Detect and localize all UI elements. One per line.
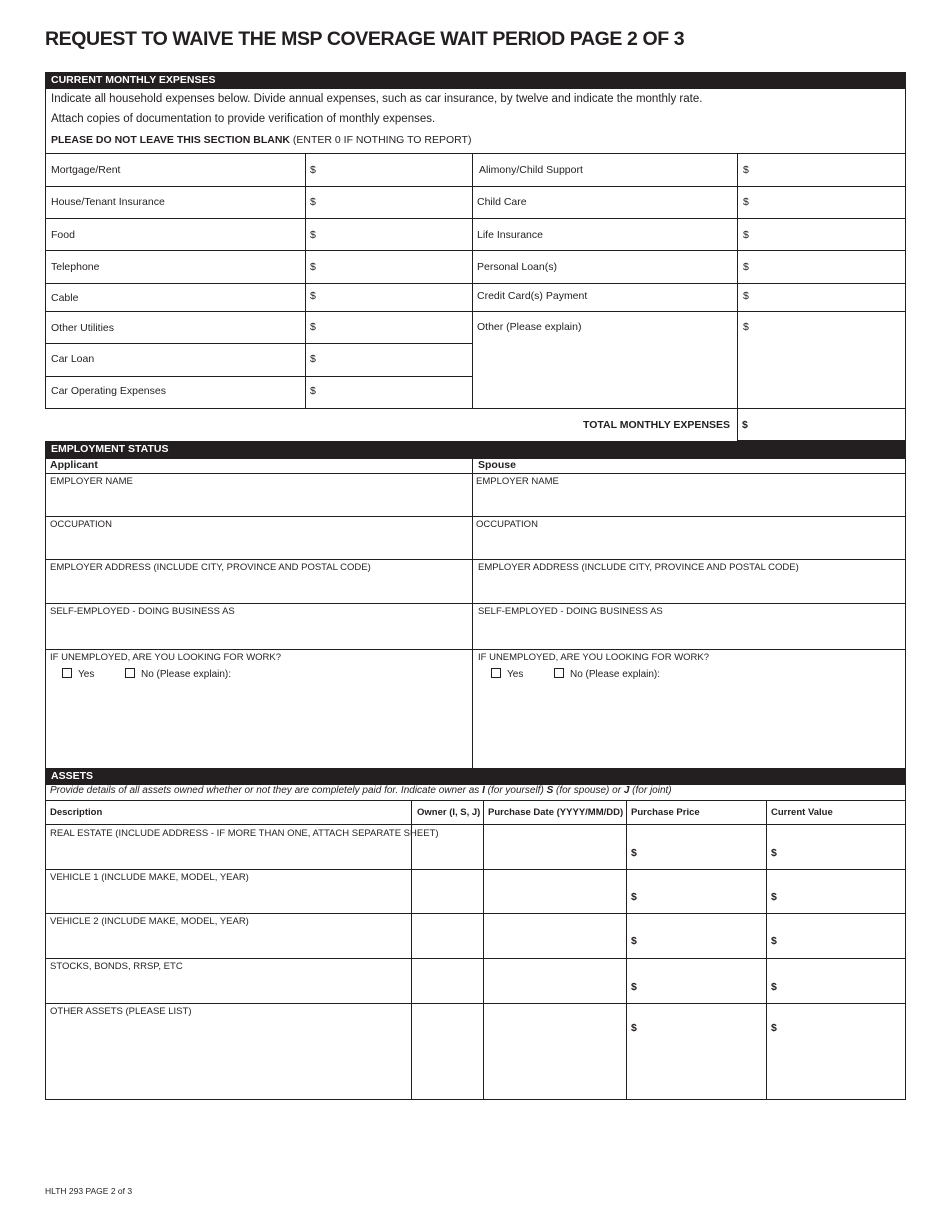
- employment-section-header: EMPLOYMENT STATUS: [45, 441, 906, 458]
- amount-field-car-loan[interactable]: $: [310, 353, 316, 365]
- expense-label-telephone: Telephone: [51, 261, 100, 273]
- amount-field-life-insurance[interactable]: $: [743, 229, 749, 241]
- expense-label-other-explain: Other (Please explain): [477, 321, 582, 333]
- expense-label-car-loan: Car Loan: [51, 353, 95, 365]
- spouse-unemployed-question: IF UNEMPLOYED, ARE YOU LOOKING FOR WORK?: [478, 652, 710, 663]
- current-value-field-other[interactable]: $: [771, 1022, 777, 1034]
- expense-label-life-insurance: Life Insurance: [477, 229, 543, 241]
- spouse-self-employed-field[interactable]: SELF-EMPLOYED - DOING BUSINESS AS: [478, 606, 663, 617]
- owner-code-i-text: (for yourself): [487, 785, 544, 796]
- owner-code-i: I: [482, 785, 485, 796]
- amount-field-personal-loans[interactable]: $: [743, 261, 749, 273]
- expense-label-personal-loans: Personal Loan(s): [477, 261, 557, 273]
- applicant-self-employed-field[interactable]: SELF-EMPLOYED - DOING BUSINESS AS: [50, 606, 235, 617]
- expense-label-food: Food: [51, 229, 75, 241]
- expenses-intro-line1: Indicate all household expenses below. Divide annual expenses, such as car insurance, by twelve and indicate the monthly rate.: [51, 93, 703, 105]
- purchase-price-field-stocks[interactable]: $: [631, 981, 637, 993]
- page-title: REQUEST TO WAIVE THE MSP COVERAGE WAIT PERIOD PAGE 2 OF 3: [45, 28, 685, 50]
- amount-field-house-insurance[interactable]: $: [310, 196, 316, 208]
- expenses-intro-instruction: [51, 134, 471, 146]
- asset-row-stocks[interactable]: STOCKS, BONDS, RRSP, ETC: [50, 961, 183, 972]
- spouse-no-checkbox[interactable]: [554, 668, 660, 680]
- amount-field-other-explain[interactable]: $: [743, 321, 749, 333]
- expense-label-mortgage-rent: Mortgage/Rent: [51, 164, 121, 176]
- total-monthly-expenses-field[interactable]: [737, 408, 906, 441]
- applicant-no-label: No (Please explain):: [141, 669, 232, 680]
- assets-col-current-value: Current Value: [771, 807, 833, 818]
- enter-zero-note: (ENTER 0 IF NOTHING TO REPORT): [292, 134, 472, 146]
- checkbox-icon: [62, 668, 72, 678]
- asset-row-vehicle-1[interactable]: VEHICLE 1 (INCLUDE MAKE, MODEL, YEAR): [50, 872, 249, 883]
- expense-label-credit-cards: Credit Card(s) Payment: [477, 290, 588, 302]
- applicant-yes-checkbox[interactable]: [62, 668, 94, 680]
- applicant-unemployed-question: IF UNEMPLOYED, ARE YOU LOOKING FOR WORK?: [50, 652, 282, 663]
- current-value-field-vehicle-1[interactable]: $: [771, 891, 777, 903]
- applicant-employer-name-field[interactable]: EMPLOYER NAME: [50, 476, 133, 487]
- expense-label-other-utilities: Other Utilities: [51, 322, 115, 334]
- amount-field-telephone[interactable]: $: [310, 261, 316, 273]
- spouse-occupation-field[interactable]: OCCUPATION: [476, 519, 538, 530]
- purchase-price-field-vehicle-2[interactable]: $: [631, 935, 637, 947]
- spouse-yes-checkbox[interactable]: [491, 668, 523, 680]
- current-value-field-vehicle-2[interactable]: $: [771, 935, 777, 947]
- amount-field-other-utilities[interactable]: $: [310, 321, 316, 333]
- expenses-intro-line2: Attach copies of documentation to provide verification of monthly expenses.: [51, 113, 436, 125]
- form-footer: HLTH 293 PAGE 2 of 3: [45, 1186, 133, 1196]
- assets-col-owner: Owner (I, S, J): [417, 807, 481, 818]
- expense-label-house-insurance: House/Tenant Insurance: [51, 196, 165, 208]
- total-monthly-expenses-label: TOTAL MONTHLY EXPENSES: [583, 419, 731, 431]
- owner-code-j: J: [623, 785, 630, 796]
- amount-field-cable[interactable]: $: [310, 290, 316, 302]
- asset-row-real-estate[interactable]: REAL ESTATE (INCLUDE ADDRESS - IF MORE THAN ONE, ATTACH SEPARATE SHEET): [50, 828, 439, 839]
- applicant-yes-label: Yes: [78, 669, 95, 680]
- purchase-price-field-other[interactable]: $: [631, 1022, 637, 1034]
- expense-label-alimony: Alimony/Child Support: [479, 164, 583, 176]
- applicant-column-header: Applicant: [50, 459, 98, 471]
- owner-code-s: S: [546, 785, 554, 796]
- applicant-occupation-field[interactable]: OCCUPATION: [50, 519, 112, 530]
- expense-label-car-operating: Car Operating Expenses: [51, 385, 166, 397]
- applicant-employer-address-field[interactable]: EMPLOYER ADDRESS (INCLUDE CITY, PROVINCE AND POSTAL CODE): [50, 562, 371, 573]
- amount-field-mortgage-rent[interactable]: $: [310, 164, 316, 176]
- no-blank-warning: PLEASE DO NOT LEAVE THIS SECTION BLANK: [51, 134, 290, 146]
- applicant-no-checkbox[interactable]: [125, 668, 231, 680]
- spouse-column-header: Spouse: [478, 459, 516, 471]
- asset-row-vehicle-2[interactable]: VEHICLE 2 (INCLUDE MAKE, MODEL, YEAR): [50, 916, 249, 927]
- current-value-field-stocks[interactable]: $: [771, 981, 777, 993]
- expenses-section-header: CURRENT MONTHLY EXPENSES: [45, 72, 906, 88]
- amount-field-credit-cards[interactable]: $: [743, 290, 749, 302]
- amount-field-child-care[interactable]: $: [743, 196, 749, 208]
- assets-col-purchase-date: Purchase Date (YYYY/MM/DD): [488, 807, 624, 818]
- asset-row-other[interactable]: OTHER ASSETS (PLEASE LIST): [50, 1006, 192, 1017]
- purchase-price-field-real-estate[interactable]: $: [631, 847, 637, 859]
- purchase-price-field-vehicle-1[interactable]: $: [631, 891, 637, 903]
- expense-label-cable: Cable: [51, 292, 79, 304]
- total-currency-symbol: $: [742, 419, 748, 431]
- checkbox-icon: [491, 668, 501, 678]
- assets-col-description: Description: [50, 807, 103, 818]
- owner-code-j-text: (for joint): [632, 785, 672, 796]
- checkbox-icon: [554, 668, 564, 678]
- assets-instructions: [50, 785, 672, 796]
- current-value-field-real-estate[interactable]: $: [771, 847, 777, 859]
- assets-section-header: ASSETS: [45, 768, 906, 784]
- owner-code-s-text: (for spouse) or: [556, 785, 622, 796]
- spouse-employer-address-field[interactable]: EMPLOYER ADDRESS (INCLUDE CITY, PROVINCE AND POSTAL CODE): [478, 562, 799, 573]
- assets-instructions-text: Provide details of all assets owned whether or not they are completely paid for. Indicate owner as: [50, 785, 480, 796]
- amount-field-food[interactable]: $: [310, 229, 316, 241]
- spouse-no-label: No (Please explain):: [570, 669, 661, 680]
- expense-label-child-care: Child Care: [477, 196, 527, 208]
- checkbox-icon: [125, 668, 135, 678]
- amount-field-alimony[interactable]: $: [743, 164, 749, 176]
- spouse-yes-label: Yes: [507, 669, 524, 680]
- amount-field-car-operating[interactable]: $: [310, 385, 316, 397]
- assets-col-purchase-price: Purchase Price: [631, 807, 700, 818]
- spouse-employer-name-field[interactable]: EMPLOYER NAME: [476, 476, 559, 487]
